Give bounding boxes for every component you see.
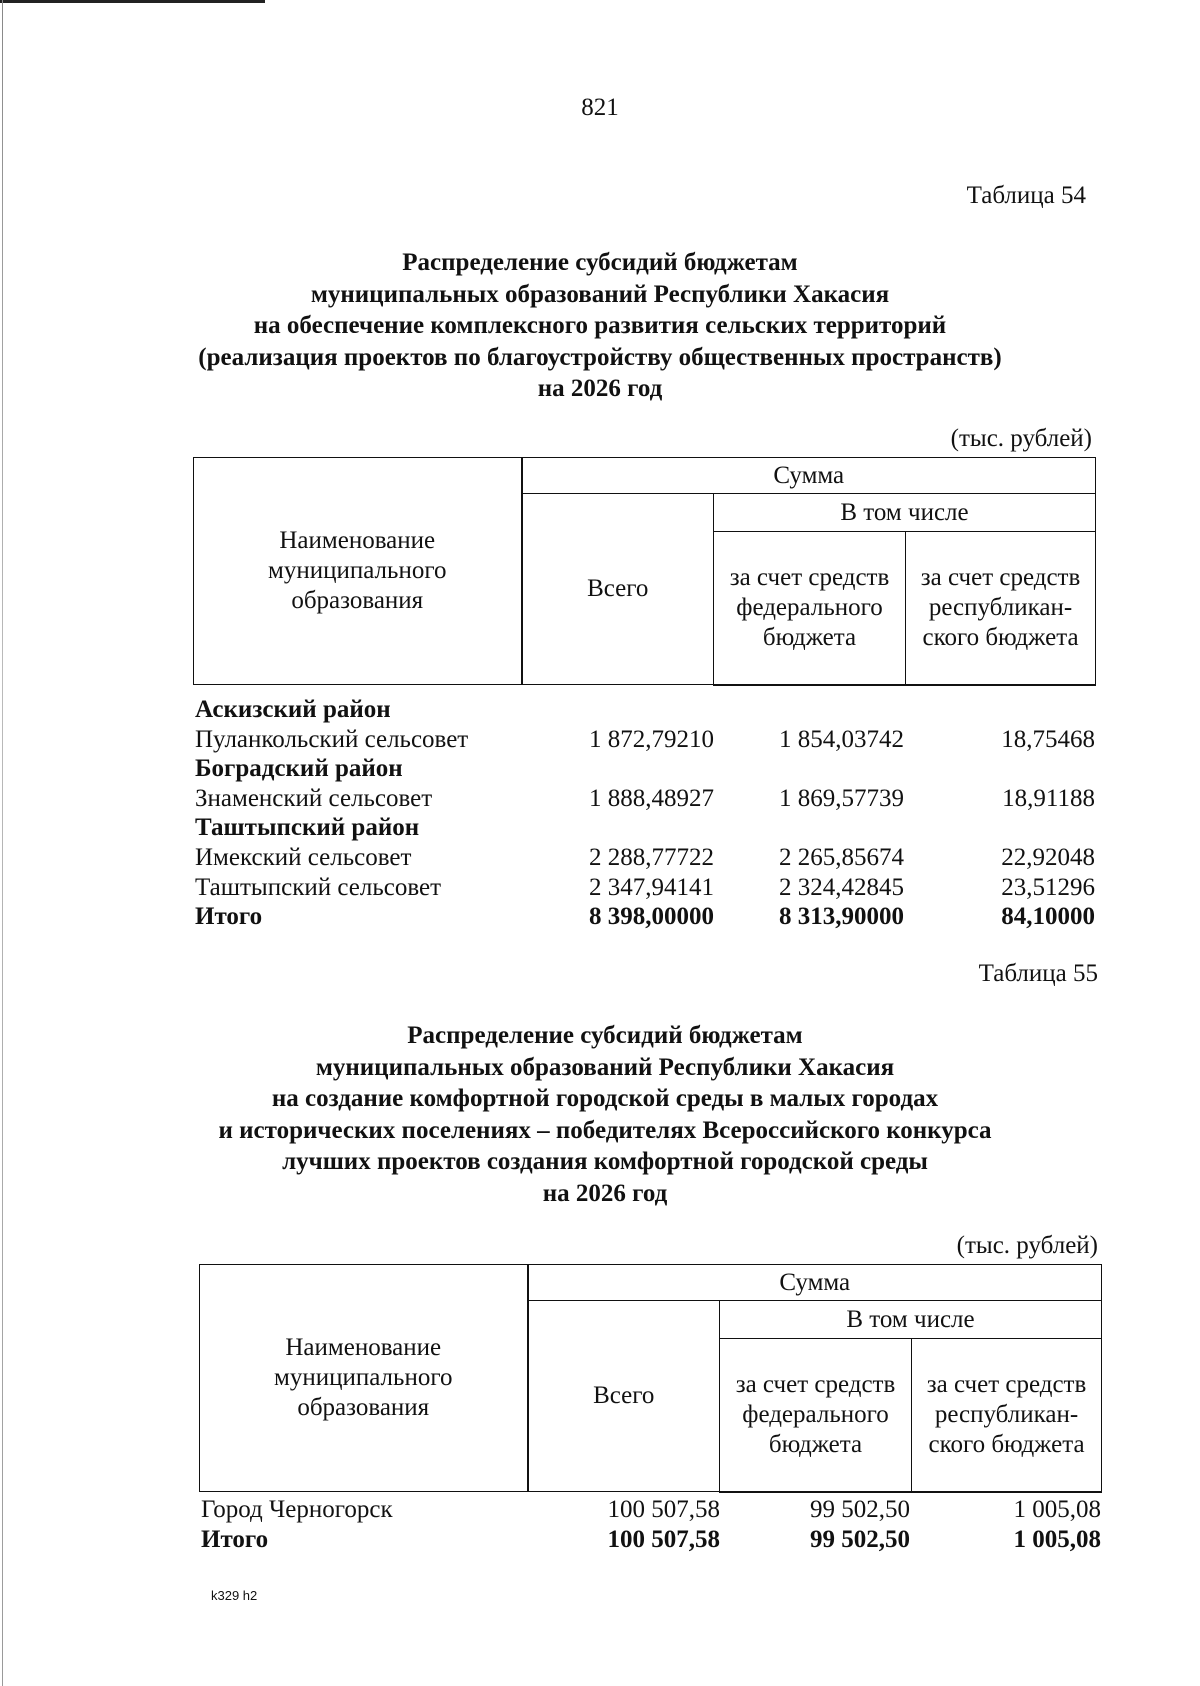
table-55-body	[201, 1495, 1101, 1554]
table-row	[195, 873, 1095, 903]
municipality-name: Знаменский сельсовет	[195, 784, 433, 812]
municipality-name: Таштыпский сельсовет	[195, 873, 441, 901]
total-label: Итого	[195, 903, 263, 931]
title-line: Распределение субсидий бюджетам	[407, 1022, 803, 1049]
federal-value: 2 265,85674	[779, 843, 904, 871]
title-line: лучших проектов создания комфортной городской среды	[282, 1148, 928, 1176]
table-55-header	[199, 1264, 1102, 1493]
table-55-title	[155, 1020, 1055, 1210]
republic-value: 18,91188	[1002, 784, 1095, 812]
table-row	[195, 725, 1095, 755]
total-row	[201, 1525, 1101, 1555]
district-name: Таштыпский район	[195, 814, 420, 842]
column-header-including: В том числе	[720, 1301, 1102, 1339]
total-value: 1 888,48927	[589, 784, 714, 812]
federal-value: 2 324,42845	[779, 873, 904, 901]
column-header-sum: Сумма	[528, 1265, 1102, 1301]
republic-value: 84,10000	[1001, 903, 1095, 931]
federal-value: 1 854,03742	[779, 725, 904, 753]
federal-value: 99 502,50	[810, 1496, 910, 1523]
table-54-label: Таблица 54	[966, 182, 1086, 209]
district-row	[195, 754, 1095, 784]
federal-value: 99 502,50	[810, 1525, 910, 1553]
title-line: и исторических поселениях – победителях Всероссийского конкурса	[218, 1116, 992, 1144]
municipality-name: Пуланкольский сельсовет	[195, 725, 469, 753]
district-name: Боградский район	[195, 755, 403, 783]
table-55-label: Таблица 55	[978, 960, 1098, 987]
republic-value: 1 005,08	[1013, 1496, 1101, 1523]
column-header-sum: Сумма	[522, 458, 1096, 494]
column-header-federal: за счет средств федерального бюджета	[714, 532, 906, 685]
document-code: k329 h2	[211, 1588, 258, 1603]
municipality-name: Имекский сельсовет	[195, 843, 412, 871]
title-line: Распределение субсидий бюджетам	[402, 249, 798, 276]
federal-value: 8 313,90000	[779, 903, 904, 931]
title-line: муниципальных образований Республики Хакасия	[315, 1053, 895, 1081]
column-header-republic: за счет средств республикан-ского бюджета	[912, 1339, 1102, 1492]
table-row	[195, 843, 1095, 873]
municipality-name: Город Черногорск	[201, 1496, 393, 1523]
republic-value: 1 005,08	[1013, 1525, 1101, 1553]
republic-value: 22,92048	[1001, 843, 1095, 871]
republic-value: 23,51296	[1001, 873, 1095, 901]
scan-border-top	[0, 0, 265, 3]
table-row	[201, 1495, 1101, 1525]
column-header-name: Наименование муниципального образования	[194, 458, 522, 685]
column-header-total: Всего	[522, 494, 714, 685]
total-row	[195, 902, 1095, 932]
table-54-header	[193, 457, 1096, 686]
column-header-name: Наименование муниципального образования	[200, 1265, 528, 1492]
column-header-republic: за счет средств республикан-ского бюджета	[906, 532, 1096, 685]
title-line: на 2026 год	[537, 375, 663, 403]
total-value: 100 507,58	[607, 1525, 720, 1553]
district-row	[195, 695, 1095, 725]
federal-value: 1 869,57739	[779, 784, 904, 812]
title-line: (реализация проектов по благоустройству общественных пространств)	[198, 343, 1002, 371]
table-54-body	[195, 695, 1095, 932]
table-55-unit: (тыс. рублей)	[956, 1232, 1098, 1259]
title-line: на 2026 год	[542, 1179, 668, 1207]
table-54-title	[150, 247, 1050, 405]
total-value: 100 507,58	[607, 1496, 720, 1523]
total-value: 1 872,79210	[589, 725, 714, 753]
page-number: 821	[581, 94, 619, 121]
district-name: Аскизский район	[195, 696, 391, 723]
total-label: Итого	[201, 1525, 269, 1553]
column-header-including: В том числе	[714, 494, 1096, 532]
title-line: на обеспечение комплексного развития сельских территорий	[253, 312, 947, 340]
scan-border-left	[2, 0, 3, 1686]
table-row	[195, 784, 1095, 814]
district-row	[195, 813, 1095, 843]
republic-value: 18,75468	[1001, 725, 1095, 753]
column-header-federal: за счет средств федерального бюджета	[720, 1339, 912, 1492]
total-value: 8 398,00000	[589, 903, 714, 931]
column-header-total: Всего	[528, 1301, 720, 1492]
title-line: муниципальных образований Республики Хакасия	[310, 280, 890, 308]
total-value: 2 347,94141	[589, 873, 714, 901]
title-line: на создание комфортной городской среды в малых городах	[271, 1085, 939, 1113]
table-54-unit: (тыс. рублей)	[950, 425, 1092, 452]
total-value: 2 288,77722	[589, 843, 714, 871]
